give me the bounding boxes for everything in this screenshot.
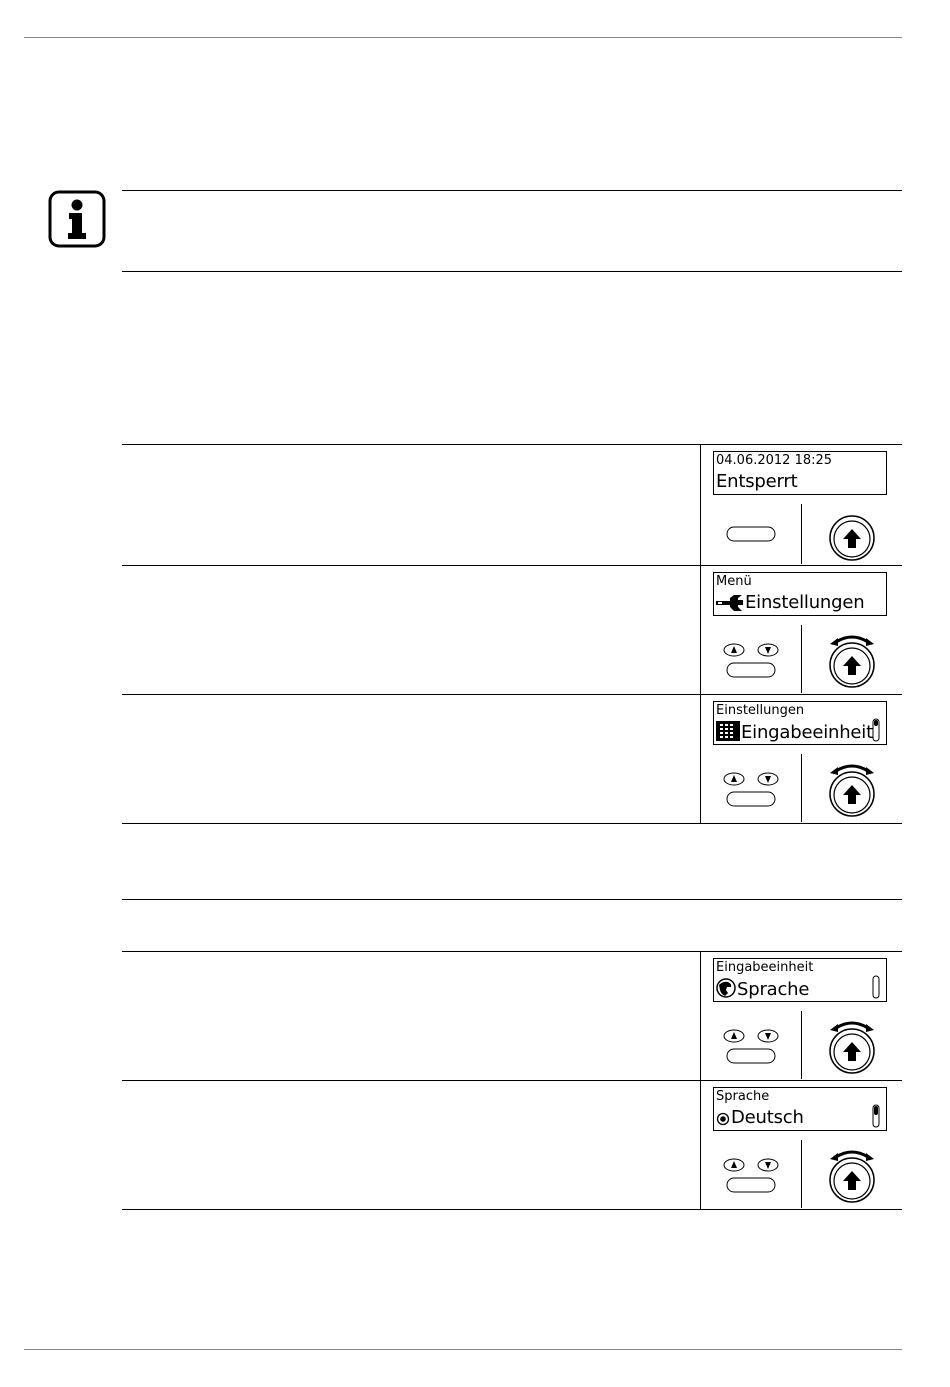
table1-column-rule bbox=[700, 444, 701, 823]
enter-key bbox=[727, 527, 775, 541]
dial-knob bbox=[822, 1016, 882, 1076]
lcd-line1: Eingabeeinheit bbox=[716, 960, 814, 975]
lcd-display bbox=[713, 572, 887, 616]
info-icon bbox=[48, 190, 106, 248]
radio-selected-icon bbox=[716, 1110, 730, 1131]
dial-knob bbox=[822, 508, 882, 568]
control-divider bbox=[801, 1140, 802, 1208]
table2-top-rule bbox=[122, 951, 902, 952]
enter-key bbox=[727, 792, 775, 806]
enter-key bbox=[727, 1049, 775, 1063]
control-divider bbox=[801, 1011, 802, 1079]
lcd-display bbox=[713, 1087, 887, 1131]
table2-column-rule bbox=[700, 951, 701, 1209]
lcd-line2 bbox=[716, 978, 809, 1002]
lcd-line2 bbox=[716, 1107, 804, 1131]
control-divider bbox=[801, 754, 802, 822]
lcd-line1: Sprache bbox=[716, 1089, 770, 1104]
control-divider bbox=[801, 504, 802, 564]
lcd-line2-text: Sprache bbox=[737, 979, 810, 1000]
lcd-display bbox=[713, 701, 887, 745]
control-divider bbox=[801, 625, 802, 693]
table1-row-rule bbox=[122, 694, 902, 695]
lcd-line2 bbox=[716, 721, 873, 745]
lcd-line1: 04.06.2012 18:25 bbox=[716, 453, 833, 468]
lcd-display bbox=[713, 958, 887, 1002]
section-rule bbox=[122, 899, 902, 900]
lcd-line1: Einstellungen bbox=[716, 703, 805, 718]
table1-row-rule bbox=[122, 565, 902, 566]
dial-knob bbox=[822, 1145, 882, 1205]
keypad bbox=[716, 638, 784, 686]
keypad bbox=[716, 1153, 784, 1201]
wrench-icon bbox=[716, 595, 744, 616]
lcd-line2 bbox=[716, 592, 864, 616]
globe-icon bbox=[716, 978, 736, 1002]
enter-key bbox=[727, 663, 775, 677]
lcd-display bbox=[713, 451, 887, 495]
info-note-top-rule bbox=[122, 190, 902, 191]
keypad bbox=[716, 512, 784, 560]
info-note-bottom-rule bbox=[122, 271, 902, 272]
lcd-line2-text: Entsperrt bbox=[716, 471, 798, 492]
lcd-line1: Menü bbox=[716, 574, 752, 589]
scrollbar-icon bbox=[872, 975, 880, 999]
lcd-line2-text: Eingabeeinheit bbox=[741, 722, 873, 743]
page-header-rule bbox=[24, 37, 902, 38]
table1-bottom-rule bbox=[122, 823, 902, 824]
page-footer-rule bbox=[24, 1349, 902, 1350]
dial-knob bbox=[822, 759, 882, 819]
lcd-line2-text: Einstellungen bbox=[745, 592, 865, 613]
table1-top-rule bbox=[122, 444, 902, 445]
keypad bbox=[716, 767, 784, 815]
scrollbar-icon bbox=[872, 718, 880, 742]
keypad-icon bbox=[716, 721, 740, 745]
table2-row-rule bbox=[122, 1080, 902, 1081]
enter-key bbox=[727, 1178, 775, 1192]
dial-knob bbox=[822, 630, 882, 690]
scrollbar-icon bbox=[872, 1104, 880, 1128]
lcd-line2 bbox=[716, 471, 797, 493]
keypad bbox=[716, 1024, 784, 1072]
lcd-line2-text: Deutsch bbox=[731, 1107, 804, 1128]
table2-bottom-rule bbox=[122, 1209, 902, 1210]
